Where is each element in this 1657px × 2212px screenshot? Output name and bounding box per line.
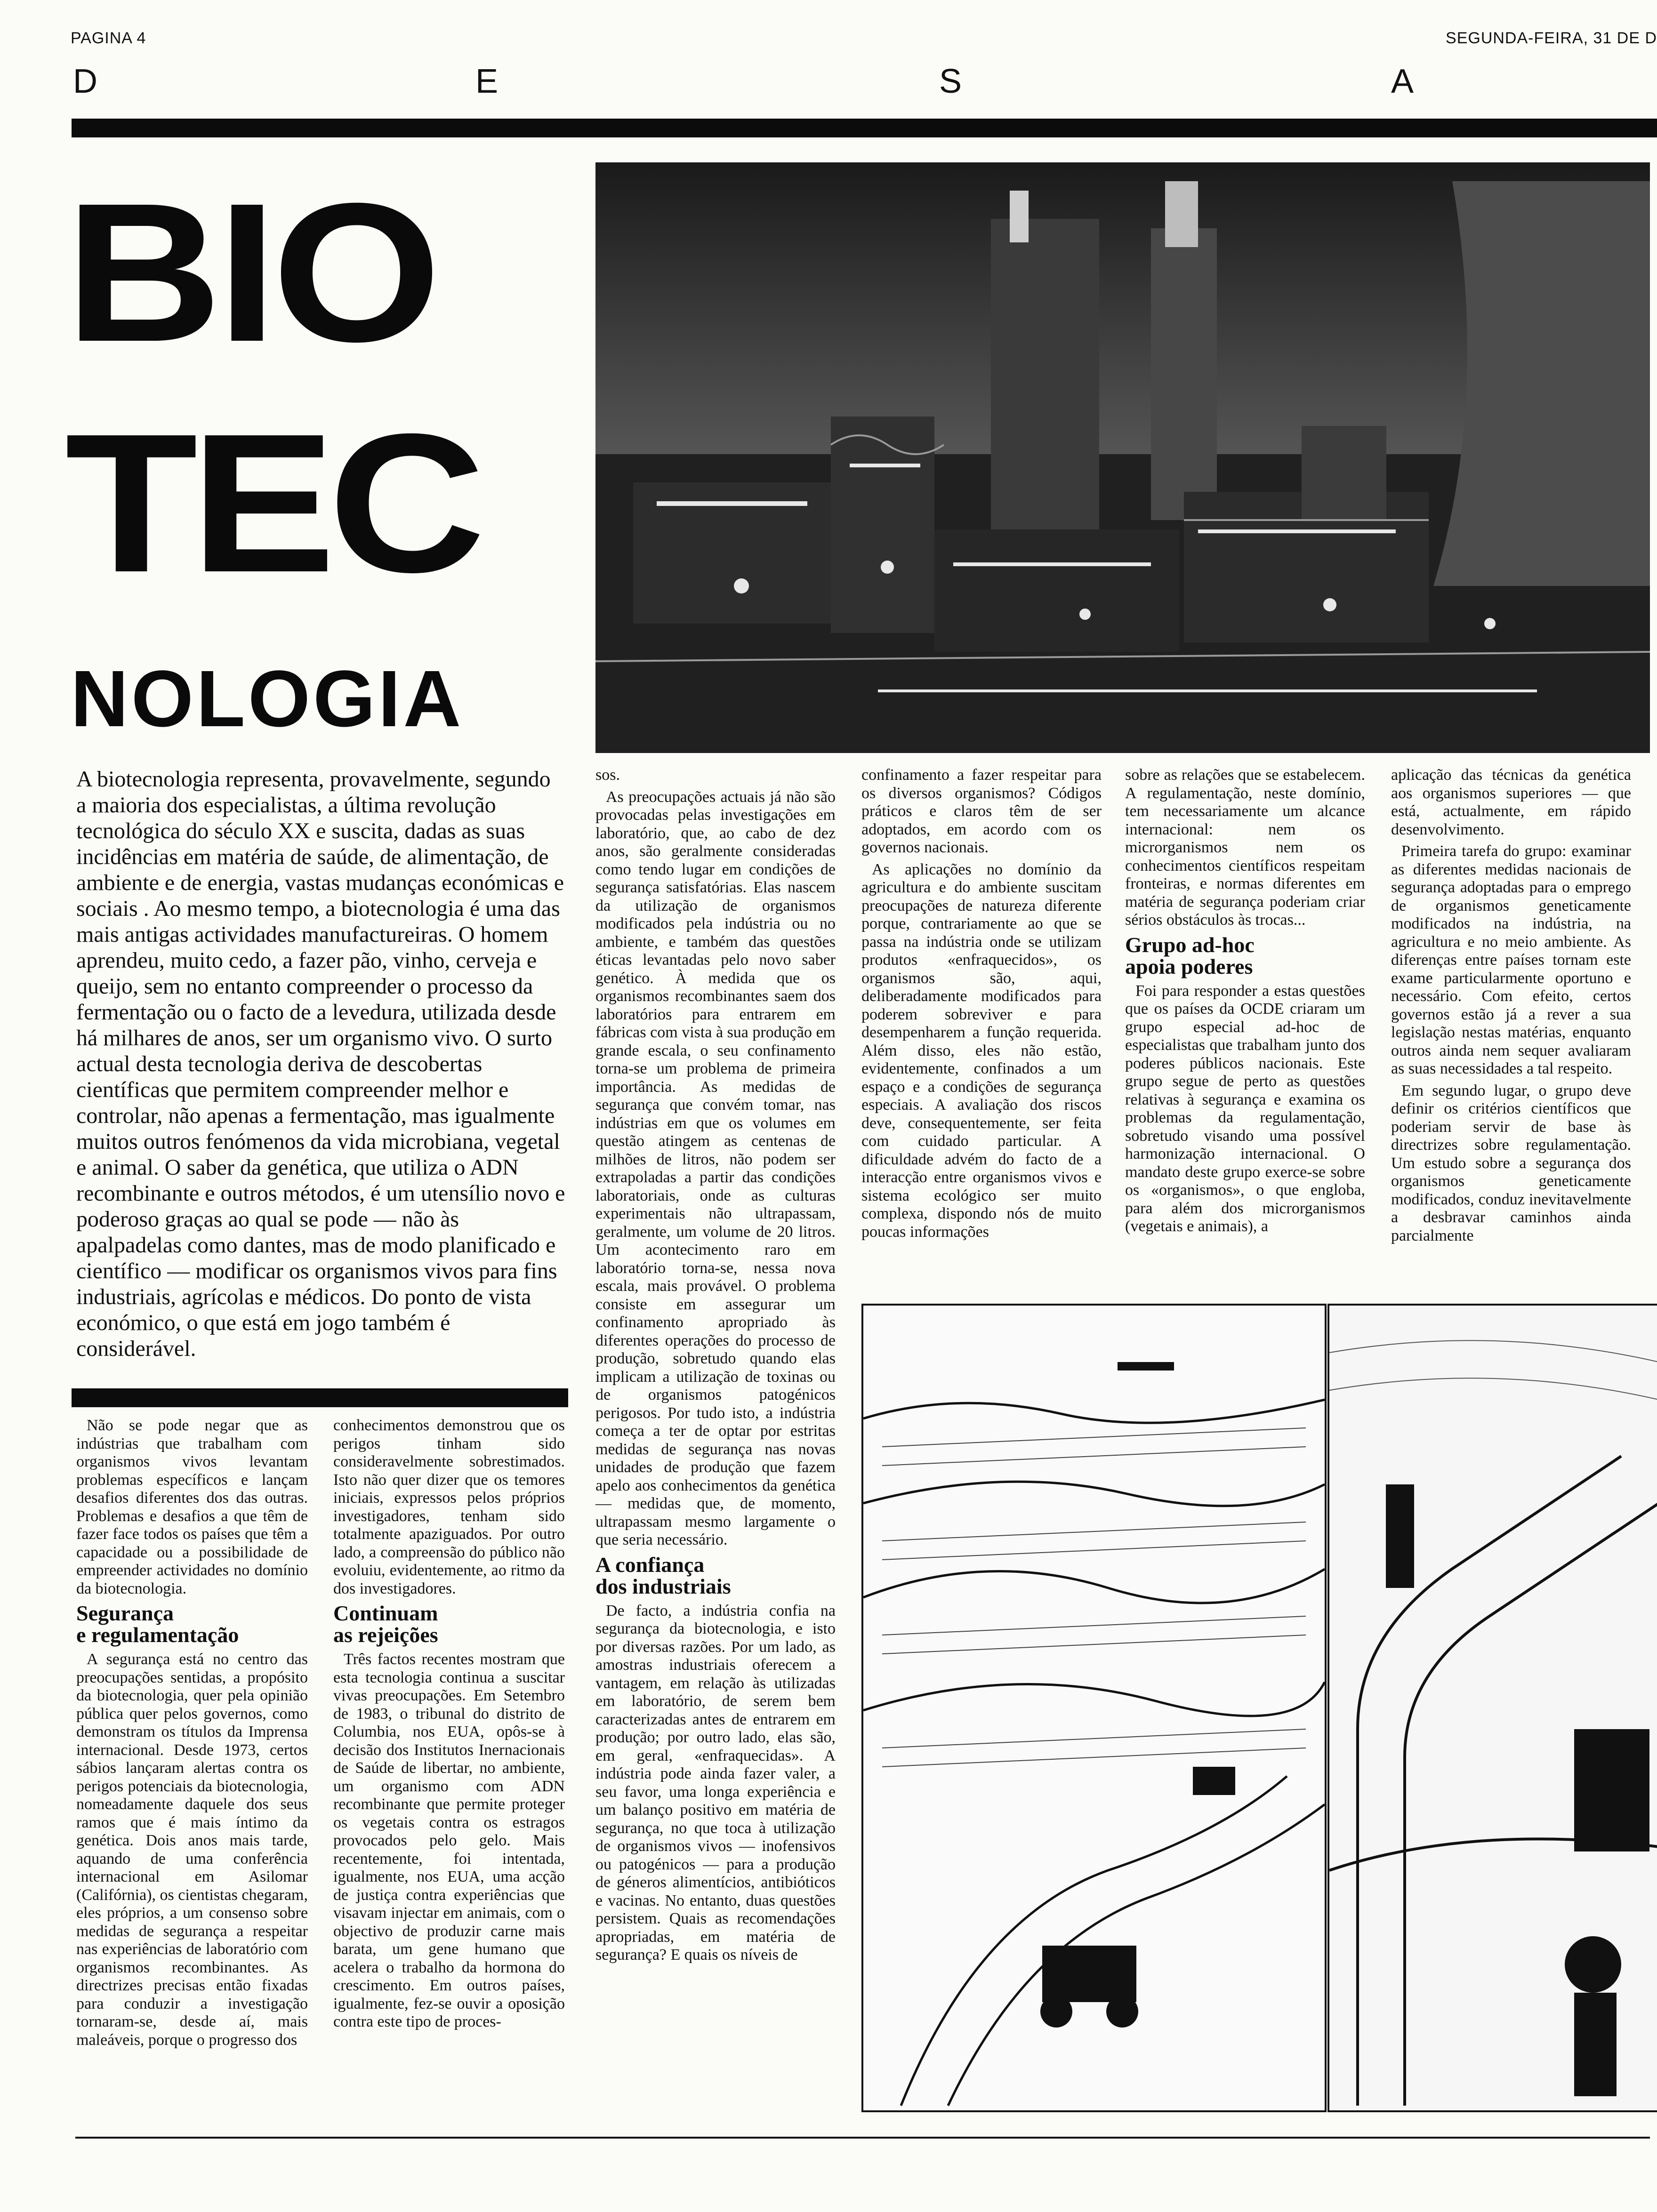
column-2-paragraph-1: conhecimentos demonstrou que os perigos tinham sido consideravelmente sobrestimados. Isto não quer dizer que os temores iniciais, expressos pelos próprios investigadores, tenham sido totalmente apaziguados. Por outro lado, a compreensão do público não evoluiu, evidentemente, ao ritmo da dos investigadores. <box>333 1417 565 1597</box>
mid-rule <box>72 1388 568 1407</box>
lead-paragraph: A biotecnologia representa, provavelmente, segundo a maioria dos especialistas, a última revolução tecnológica do século XX e suscita, dadas as suas incidências em matéria de saúde, de alimentação, de ambiente e de energia, vastas mudanças económicas e sociais . Ao mesmo tempo, a biotecnologia é uma das mais antigas actividades manufactureiras. O homem aprendeu, muito cedo, a fazer pão, vinho, cerveja e queijo, sem no entanto compreender o processo da fermentação ou o facto de a levedura, utilizada desde há milhares de anos, ser um organismo vivo. O surto actual desta tecnologia deriva de descobertas científicas que permitem compreender melhor e controlar, não apenas a fermentação, mas igualmente muitos outros fenómenos da vida microbiana, vegetal e animal. O saber da genética, que utiliza o ADN recombinante e outros métodos, é um utensílio novo e poderoso graças ao qual se pode — não às apalpadelas como dantes, mas de modo planificado e científico — modificar os organismos vivos para fins industriais, agrícolas e médicos. Do ponto de vista económico, o que está em jogo também é considerável. <box>76 767 565 1361</box>
subheading-confianca-line1: A confiança <box>595 1552 705 1577</box>
column-6-paragraph-1: aplicação das técnicas da genética aos organismos superiores — que está, actualmente, em rápido desenvolvimento. <box>1391 766 1631 838</box>
column-1-paragraph-1: Não se pode negar que as indústrias que trabalham com organismos vivos levantam problemas específicos e lançam desafios diferentes dos das outras. Problemas e desafios a que têm de fazer face todos os países que têm a capacidade ou a possibilidade de empreender actividades no domínio da biotecnologia. <box>76 1417 308 1597</box>
subheading-seguranca-line1: Segurança <box>76 1601 174 1625</box>
header-rule <box>72 119 1657 137</box>
industry-illustration <box>1327 1304 1657 2112</box>
subheading-grupo-line1: Grupo ad-hoc <box>1125 932 1255 957</box>
column-4 <box>861 766 1102 1245</box>
subheading-rejeicoes-line2: as rejeições <box>333 1623 438 1647</box>
headline-bio: BIO <box>65 162 436 383</box>
quarry-illustration <box>861 1304 1327 2112</box>
column-1-paragraph-2: A segurança está no centro das preocupações sentidas, a propósito da biotecnologia, quer pela opinião pública quer pelos governos, como demonstram os títulos da Imprensa internacional. Desde 1973, certos sábios lançaram alertas contra os perigos potenciais da biotecnologia, nomeadamente daquele dos seus ramos que é mais íntimo da genética. Dois anos mais tarde, aquando de uma conferência internacional em Asilomar (Califórnia), os cientistas chegaram, eles próprios, a um consenso sobre medidas de segurança a respeitar nas experiências de laboratório com organismos recombinantes. As directrizes precisas então fixadas para conduzir a investigação tornaram-se, desde aí, mais maleáveis, porque o progresso dos <box>76 1651 308 2049</box>
headline-tec: TEC <box>65 393 478 614</box>
column-6-paragraph-2: Primeira tarefa do grupo: examinar as diferentes medidas nacionais de segurança adoptadas para o emprego de organismos geneticamente modificados na indústria, na agricultura e no meio ambiente. As diferenças entre países tornam este exame particularmente oportuno e necessário. Com efeito, certos governos estão já a rever a sua legislação nestas matérias, enquanto outros ainda nem sequer avaliaram as suas necessidades a tal respeito. <box>1391 842 1631 1077</box>
headline-nologia: NOLOGIA <box>71 654 464 744</box>
subheading-seguranca-line2: e regulamentação <box>76 1623 239 1647</box>
subheading-grupo-ad-hoc <box>1125 934 1365 978</box>
column-5 <box>1125 766 1365 1240</box>
subheading-confianca-line2: dos industriais <box>595 1574 731 1598</box>
footer-rule <box>75 2137 1650 2139</box>
column-3-paragraph-0: sos. <box>595 766 620 784</box>
column-3-paragraph-1: As preocupações actuais já não são provocadas pelas investigações em laboratório, que, ao cabo de dez anos, são geralmente consideradas como tendo lugar em condições de segurança satisfatórias. Elas nascem da utilização de organismos modificados pela indústria ou no ambiente, e também das questões éticas levantadas pelo novo saber genético. À medida que os organismos recombinantes saem dos laboratórios para entrarem em fábricas com vista à sua produção em grande escala, o seu confinamento torna-se um problema de primeira importância. As medidas de segurança que convém tomar, nas indústrias em que os volumes em questão atingem as centenas de milhões de litros, não podem ser extrapoladas a partir das condições laboratoriais, onde as culturas experimentais não ultrapassam, geralmente, um volume de 20 litros. Um acontecimento raro em laboratório torna-se, nessa nova escala, mais provável. O problema consiste em assegurar um confinamento apropriado às diferentes operações do processo de produção, sobretudo quando elas implicam a utilização de toxinas ou de organismos patogénicos perigosos. Por tudo isto, a indústria começa a ter de optar por estritas medidas de segurança nas novas unidades de produção que fazem apelo aos conhecimentos da genética — medidas que, de momento, ultrapassam mesmo largamente o que seria necessário. <box>595 788 836 1548</box>
subheading-confianca <box>595 1554 836 1597</box>
subheading-rejeicoes <box>333 1603 565 1646</box>
section-letter-d: D <box>73 63 97 100</box>
subheading-seguranca <box>76 1603 308 1646</box>
column-4-paragraph-1: confinamento a fazer respeitar para os diversos organismos? Códigos práticos e claros têm de ser adoptados, em acordo com os governos nacionais. <box>861 766 1102 856</box>
column-6 <box>1391 766 1631 1249</box>
column-5-paragraph-1: sobre as relações que se estabelecem. A regulamentação, neste domínio, tem necessariamente um alcance internacional: nem os microrganismos nem os conhecimentos científicos respeitam fronteiras, e normas diferentes em matéria de segurança poderiam criar sérios obstáculos às trocas... <box>1125 766 1365 929</box>
column-3 <box>595 766 836 1968</box>
subheading-grupo-line2: apoia poderes <box>1125 954 1253 978</box>
column-5-paragraph-2: Foi para responder a estas questões que os países da OCDE criaram um grupo especial ad-hoc de especialistas que trabalham junto dos poderes públicos nacionais. Este grupo segue de perto as questões relativas à segurança e examina os problemas da regulamentação, sobretudo visando uma possível harmonização internacional. O mandato deste grupo exerce-se sobre os «organismos», o que engloba, para além dos microrganismos (vegetais e animais), a <box>1125 982 1365 1235</box>
page-number: PAGINA 4 <box>71 29 146 47</box>
subheading-rejeicoes-line1: Continuam <box>333 1601 438 1625</box>
industrial-plant-photo <box>595 162 1650 753</box>
column-3-paragraph-2: De facto, a indústria confia na segurança da biotecnologia, e isto por diversas razões. Por um lado, as amostras industriais oferecem a vantagem, em relação às utilizadas em laboratório, de serem bem caracterizadas antes de entrarem em produção; por outro lado, elas são, em geral, «enfraquecidas». A indústria pode ainda fazer valer, a seu favor, uma longa experiência e um balanço positivo em matéria de segurança, no que toca à utilização de organismos vivos — inofensivos ou patogénicos — para a produção de géneros alimentícios, antibióticos e vacinas. No entanto, duas questões persistem. Quais as recomendações apropriadas, em matéria de segurança? E quais os níveis de <box>595 1602 836 1964</box>
section-letter-s: S <box>939 63 962 100</box>
page-date: SEGUNDA-FEIRA, 31 DE D <box>1446 29 1657 47</box>
section-letter-a: A <box>1391 63 1414 100</box>
column-1 <box>76 1417 308 2053</box>
column-4-paragraph-2: As aplicações no domínio da agricultura e do ambiente suscitam preocupações de natureza diferente porque, contrariamente ao que se passa na indústria onde se utilizam produtos «enfraquecidos», os organismos são, aqui, deliberadamente modificados para poderem sobreviver e para desempenharem a função requerida. Além disso, eles não estão, evidentemente, confinados a um espaço e a condições de segurança especiais. A avaliação dos riscos deve, consequentemente, ser feita com cuidado particular. A dificuldade advém do facto de a interacção entre organismos vivos e sistema ecológico ser muito complexa, dispondo nós de muito poucas informações <box>861 860 1102 1241</box>
column-2-paragraph-2: Três factos recentes mostram que esta tecnologia continua a suscitar vivas preocupações. Em Setembro de 1983, o tribunal do distrito de Columbia, nos EUA, opôs-se à decisão dos Institutos Inernacionais de Saúde de libertar, no ambiente, um organismo com ADN recombinante que permite proteger os vegetais contra os estragos provocados pelo gelo. Mais recentemente, foi intentada, igualmente, nos EUA, uma acção de justiça contra experiências que visavam injectar em animais, com o objectivo de produzir carne mais barata, um gene humano que acelera o trabalho da hormona do crescimento. Em outros países, igualmente, fez-se ouvir a oposição contra este tipo de proces- <box>333 1651 565 2030</box>
column-6-paragraph-3: Em segundo lugar, o grupo deve definir os critérios científicos que poderiam servir de base às directrizes sobre regulamentação. Um estudo sobre a segurança dos organismos geneticamente modificados, conduz inevitavelmente a desbravar caminhos ainda parcialmente <box>1391 1082 1631 1244</box>
section-letter-e: E <box>475 63 499 100</box>
column-2 <box>333 1417 565 2035</box>
